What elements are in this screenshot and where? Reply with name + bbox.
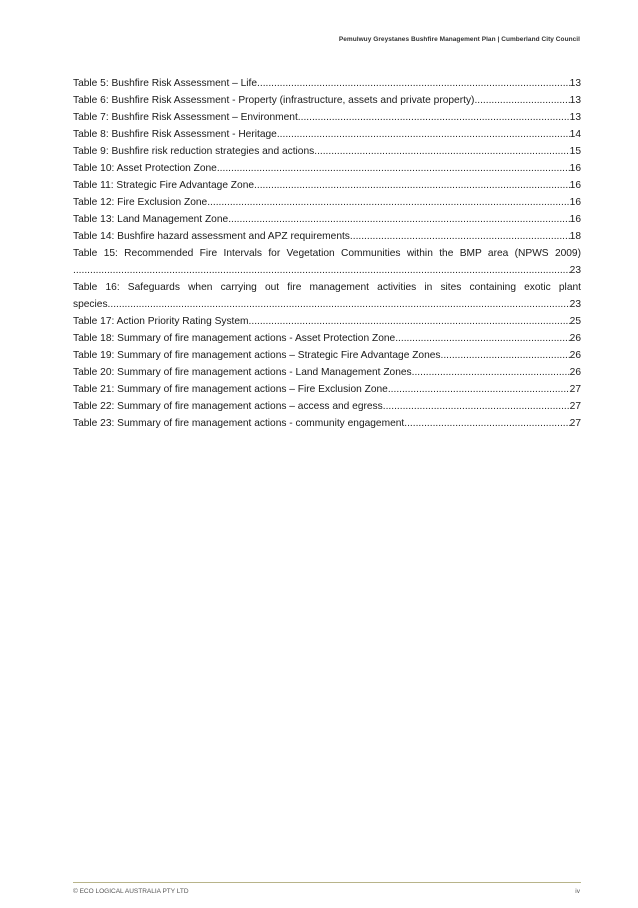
toc-entry-title: Table 8: Bushfire Risk Assessment - Heritage [73, 129, 277, 140]
toc-entry-page: 23 [569, 299, 581, 310]
toc-entry-title: Table 18: Summary of fire management actions - Asset Protection Zone [73, 333, 396, 344]
toc-entry-page: 27 [569, 401, 581, 412]
toc-entry-page: 14 [569, 129, 581, 140]
toc-entry-title: Table 21: Summary of fire management actions – Fire Exclusion Zone [73, 384, 388, 395]
dot-leader [207, 194, 569, 211]
dot-leader [383, 398, 570, 415]
dot-leader [474, 92, 569, 109]
toc-entry-page: 13 [569, 112, 581, 123]
dot-leader [228, 211, 569, 228]
toc-entry-title: Table 16: Safeguards when carrying out fire management activities in sites containing exotic plant [73, 282, 581, 293]
toc-entry-page: 18 [569, 231, 581, 242]
toc-entry-title: Table 10: Asset Protection Zone [73, 163, 217, 174]
toc-entry-title: Table 7: Bushfire Risk Assessment – Environment [73, 112, 298, 123]
toc-entry-title: Table 11: Strategic Fire Advantage Zone [73, 180, 255, 191]
dot-leader [108, 296, 570, 313]
toc-entry-title-continuation: species [73, 299, 108, 310]
toc-entry[interactable] [73, 330, 581, 347]
toc-entry-page: 23 [569, 265, 581, 276]
toc-entry-title: Table 9: Bushfire risk reduction strategies and actions [73, 146, 315, 157]
toc-entry-page: 25 [569, 316, 581, 327]
toc-entry-title: Table 13: Land Management Zone [73, 214, 229, 225]
dot-leader [298, 109, 570, 126]
toc-entry[interactable] [73, 415, 581, 432]
footer-page-number: iv [575, 888, 580, 895]
toc-entry-title: Table 23: Summary of fire management actions - community engagement [73, 418, 405, 429]
toc-entry-title: Table 14: Bushfire hazard assessment and APZ requirements [73, 231, 350, 242]
toc-entry[interactable] [73, 228, 581, 245]
toc-entry[interactable] [73, 279, 581, 313]
toc-entry-page: 27 [569, 418, 581, 429]
toc-entry-title: Table 22: Summary of fire management actions – access and egress [73, 401, 383, 412]
toc-entry-page: 26 [569, 333, 581, 344]
toc-entry[interactable] [73, 364, 581, 381]
toc-entry[interactable] [73, 126, 581, 143]
toc-entry[interactable] [73, 92, 581, 109]
toc-entry-page: 16 [569, 197, 581, 208]
toc-entry[interactable] [73, 381, 581, 398]
toc-entry-title: Table 12: Fire Exclusion Zone [73, 197, 208, 208]
toc-entry-page: 27 [569, 384, 581, 395]
toc-entry-page: 26 [569, 367, 581, 378]
toc-entry[interactable] [73, 245, 581, 279]
toc-entry-title: Table 20: Summary of fire management actions - Land Management Zones [73, 367, 412, 378]
dot-leader [412, 364, 570, 381]
toc-entry[interactable] [73, 194, 581, 211]
dot-leader [441, 347, 570, 364]
toc-entry[interactable] [73, 143, 581, 160]
toc-entry-title: Table 17: Action Priority Rating System [73, 316, 249, 327]
toc-entry[interactable] [73, 75, 581, 92]
dot-leader [257, 75, 570, 92]
toc-entry-page: 13 [569, 78, 581, 89]
toc-entry-page: 16 [569, 180, 581, 191]
toc-entry-title: Table 15: Recommended Fire Intervals for Vegetation Communities within the BMP area (NPWS 2009) [73, 248, 581, 259]
toc-entry[interactable] [73, 347, 581, 364]
dot-leader [395, 330, 569, 347]
toc-entry[interactable] [73, 109, 581, 126]
toc-entry-page: 16 [569, 163, 581, 174]
list-of-tables [73, 75, 581, 432]
toc-entry-page: 26 [569, 350, 581, 361]
dot-leader [217, 160, 570, 177]
dot-leader [73, 262, 570, 279]
running-header: Pemulwuy Greystanes Bushfire Management Plan | Cumberland City Council [338, 36, 580, 43]
toc-entry-title: Table 6: Bushfire Risk Assessment - Property (infrastructure, assets and private property) [73, 95, 475, 106]
toc-entry[interactable] [73, 313, 581, 330]
toc-entry-title: Table 19: Summary of fire management actions – Strategic Fire Advantage Zones [73, 350, 441, 361]
toc-entry-page: 13 [569, 95, 581, 106]
dot-leader [404, 415, 569, 432]
toc-entry[interactable] [73, 177, 581, 194]
footer-copyright: © ECO LOGICAL AUSTRALIA PTY LTD [73, 888, 189, 895]
toc-entry-page: 15 [569, 146, 581, 157]
toc-entry[interactable] [73, 211, 581, 228]
dot-leader [350, 228, 570, 245]
dot-leader [249, 313, 570, 330]
toc-entry[interactable] [73, 160, 581, 177]
dot-leader [314, 143, 569, 160]
toc-entry-title: Table 5: Bushfire Risk Assessment – Life [73, 78, 258, 89]
toc-entry-page: 16 [569, 214, 581, 225]
dot-leader [388, 381, 570, 398]
toc-entry[interactable] [73, 398, 581, 415]
footer-divider [73, 882, 581, 883]
dot-leader [277, 126, 570, 143]
dot-leader [254, 177, 570, 194]
